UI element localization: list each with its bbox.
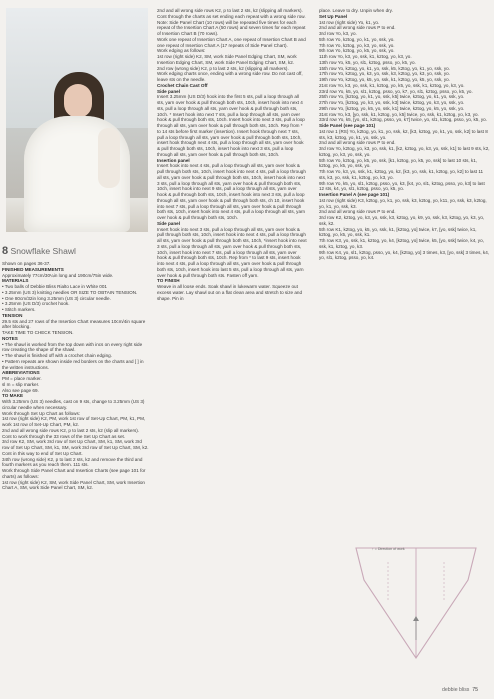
column-3 bbox=[319, 8, 490, 548]
paragraph: 23rd row Yo, k5, yo, sl1, k2tog, psso, yo, k7, yo, sl1, k2tog, psso, yo, k5, yo. bbox=[319, 88, 473, 94]
section-heading: Side panel bbox=[157, 88, 180, 94]
paragraph: 1st row (right side) K2, SM, work Side Panel Chart, SM, work Insertion Chart A, SM, work Side Panel Chart, SM, k2. bbox=[2, 479, 147, 491]
paragraph: Work one repeat of Insertion Chart A, one repeat of Insertion Chart B and one repeat of Insertion Chart A (17 repeats of Side Panel Chart). bbox=[157, 36, 308, 48]
paragraph: 2nd and all wrong side rows P to end. bbox=[319, 25, 396, 31]
paragraph: With 3.25mm (US 3) needles, cast on 9 sts, change to 3.25mm (US 3) circular needle when necessary. bbox=[2, 399, 146, 410]
paragraph: 25th row Yo, [k2tog, yo, k1, yo, ssk, k5] twice, k2tog, yo, k1, yo, ssk, yo. bbox=[319, 94, 465, 100]
paragraph: 3rd row K2, SM, work 3rd row of Set Up Chart, SM, k1, SM, work 3rd row of Set Up Chart, SM, k1, SM, work 3rd row of Set Up Chart, SM, k2. bbox=[2, 439, 149, 450]
paragraph: 5th row Yo, k2tog, yo, k1, yo, ssk, yo. bbox=[319, 36, 395, 42]
paragraph: 7th row Yo, k3, yo, ssk, k1, k2tog, yo, k2, [k3, yo, ssk, k1, k2tog, yo, k2] to last 11 sts, k3, yo, ssk, k1, k2tog, yo, k3, yo. bbox=[319, 169, 485, 180]
paragraph: Approximately 77cm/30¼in long and 190cm/75in wide. bbox=[2, 272, 114, 278]
section-heading: Set Up Panel bbox=[319, 13, 348, 19]
shawl-photo bbox=[6, 8, 148, 232]
paragraph: Shown on pages 36-37. bbox=[2, 261, 51, 266]
section-heading: ABBREVIATIONS bbox=[2, 370, 40, 376]
paragraph: 11th row Yo, k3, yo, ssk, k1, k2tog, yo, k3, yo. bbox=[319, 54, 412, 59]
paragraph: 7th row Yo, k2tog, yo, k3, yo, ssk, yo. bbox=[319, 42, 395, 48]
paragraph: 1st row (right side) K2, PM, work 1st row of Set-Up Chart, PM, k1, PM, work 1st row of Set-Up Chart, PM, k2. bbox=[2, 416, 147, 427]
paragraph: 13th row Yo, k5, yo, sl1, k2tog, psso, yo, k5, yo. bbox=[319, 59, 416, 65]
paragraph: 17th row Yo, k2tog, yo, k3, yo, ssk, k3, k2tog, yo, k3, yo, ssk, yo. bbox=[319, 71, 450, 77]
paragraph: Work through Side Panel Chart and Insertion Charts (see page 101 for charts) as follows: bbox=[2, 468, 147, 479]
paragraph: 9th row K4, yo, sl1, k2tog, psso, yo, k4, [k2tog, yo] 3 times, k3, [yo, ssk] 3 times, k4, yo, sl1, k2tog, psso, yo, k4. bbox=[319, 249, 491, 261]
paragraph: Note: Side Panel Chart (10 rows) will be repeated five times for each repeat of the Insertion Chart A (50 rows) and seven times for each repeat of Insertion Chart B (70 rows). bbox=[157, 19, 307, 36]
paragraph: Also see page 69. bbox=[2, 387, 39, 393]
paragraph: • 3.25mm (US 3) knitting needles OR SIZE TO OBTAIN TENSION. bbox=[2, 289, 138, 295]
paragraph: 9th row Yo, k5, yo, sl1, k2tog, psso, yo, k3, [k4, yo, sl1, k2tog, psso, yo, k3] to last 12 sts, k4, yo, sl1, k2tog, psso, yo, k5, yo. bbox=[319, 180, 486, 192]
paragraph: 5th row K1, k2tog, yo, k5, yo, ssk, k1, [k2tog, yo] twice, k7, [yo, ssk] twice, k1, k2tog, yo, k5, yo, ssk, k1. bbox=[319, 226, 478, 238]
paragraph: place. Leave to dry. Unpin when dry. bbox=[319, 8, 393, 13]
paragraph: Work edging as follows: bbox=[157, 48, 206, 54]
paragraph: 2nd and all wrong side rows K2, p to last 2 sts, k2 (slip all markers). bbox=[2, 427, 140, 433]
paragraph: Work edging charts once, ending with a wrong side row. Do not cast off, leave sts on the needle. bbox=[157, 71, 304, 82]
page-footer bbox=[442, 687, 478, 693]
paragraph: • Pattern repeats are shown inside red borders on the charts and [ ] in the written instructions. bbox=[2, 358, 145, 370]
section-heading: TO FINISH bbox=[157, 278, 180, 284]
section-heading: Insertion panel bbox=[157, 157, 190, 163]
paragraph: 9th row Yo, k2tog, yo, k5, yo, ssk, yo. bbox=[319, 48, 395, 54]
paragraph: PM = place marker. bbox=[2, 376, 42, 381]
paragraph: Cont in this way to end of Set Up Chart. bbox=[2, 450, 83, 456]
paragraph: 3rd row K2, k2tog, yo, k3, yo, ssk, k3, k2tog, yo, k9, yo, ssk, k3, k2tog, yo, k3, yo, ssk, k2. bbox=[319, 215, 486, 226]
page-number: 75 bbox=[472, 687, 479, 693]
paragraph: 1st row (right side) K2, SM, work Side Panel Edging Chart, SM, work Insertion Edging Chart, SM, work Side Panel Edging Chart, SM, k2. bbox=[157, 54, 298, 65]
paragraph: 34th row (wrong side) K2, p to last 2 sts, k2 and remove the third and fourth markers as you reach them. 111 sts. bbox=[2, 456, 144, 468]
paragraph: • The shawl is finished off with a crochet chain edging. bbox=[2, 353, 112, 358]
paragraph: • The shawl is worked from the top down with incs on every right side row creating the shape of the shawl. bbox=[2, 341, 144, 353]
paragraph: Insert hook into next 4 sts, pull a loop through all sts, yarn over hook & pull through both sts, 10ch, insert hook into next 4 sts, pull a loop through all sts, yarn over hook & pull through both sts, 10ch, insert hook into next 3 sts, pull a loop through all sts, yarn over hook & pull through both sts, 10ch, insert hook into next 9 sts, pull a loop through all sts, yarn over hook & pull through both sts, 10ch, insert hook into next 3 sts, pull a loop through all sts, yarn over hook & pull through both sts, ch 10, insert hook into next 7 sts, pull a loop through all sts, yarn over hook & pull through both sts, 10ch, insert hook into next 4 sts, pull a loop through all sts, yarn over hook & pull through both sts, 10ch. bbox=[157, 163, 308, 220]
paragraph: 1st row 1 (RS) Yo, k2tog, yo, k1, yo, ssk, k2, [k3, k2tog, yo, k1, yo, ssk, k2] to last 8 sts, k3, k2tog, yo, k1, yo, ssk, yo. bbox=[319, 128, 490, 140]
paragraph: 2nd row (wrong side) K2, p to last 2 sts, k2 (slipping all markers). bbox=[157, 65, 289, 71]
paragraph: Weave in all loose ends. Soak shawl in lukewarm water. Squeeze out excess water. Lay shawl out on a flat clean area and stretch to size and shape. Pin in bbox=[157, 284, 304, 301]
section-heading: NOTES bbox=[2, 335, 18, 341]
paragraph: • Stitch markers. bbox=[2, 307, 36, 312]
section-heading: Side panel bbox=[157, 220, 180, 226]
paragraph: TAKE TIME TO CHECK TENSION. bbox=[2, 330, 74, 335]
paragraph: 19th row Yo, k2tog, yo, k5, yo, ssk, k1, k2tog, yo, k5, yo, ssk, yo. bbox=[319, 77, 450, 82]
paragraph: 3rd row Yo, k2tog, yo, k3, yo, ssk, k1, [k2, k2tog, yo, k3, yo, ssk, k1] to last 9 sts, k2, k2tog, yo, k3, yo, ssk, yo. bbox=[319, 146, 491, 157]
paragraph: sl m = slip marker. bbox=[2, 381, 40, 387]
paragraph: 15th row Yo, k2tog, yo, k1, yo, ssk, k5, k2tog, yo, k1, yo, ssk, yo. bbox=[319, 65, 450, 71]
photo-model-arm bbox=[98, 128, 120, 188]
paragraph: • 3.25mm (US D/3) crochet hook. bbox=[2, 301, 70, 307]
paragraph: Insert hook into next 3 sts, pull a loop through all sts, yarn over hook & pull through both sts, 10ch, insert hook into next 4 sts, pull a loop through all sts, yarn over hook & pull through both sts, 10ch, *insert hook into next 3 sts, pull a loop through all sts, yarn over hook & pull through both sts, 10ch, insert hook into next 7 sts, pull a loop through all sts, yarn over hook & pull through both sts, 10ch. Rep from * to last 9 sts, insert hook into next 4 sts, pull a loop through all sts, yarn over hook & pull through both sts, 10ch, insert hook into last 5 sts, pull a loop through all sts, yarn over hook & pull through both sts. Fasten off yarn. bbox=[157, 226, 308, 278]
photo-model-face bbox=[64, 84, 92, 118]
pattern-number: 8 bbox=[2, 245, 9, 257]
section-heading: FINISHED MEASUREMENTS bbox=[2, 266, 64, 272]
footer-brand: debbie bliss bbox=[442, 687, 470, 693]
column-2 bbox=[157, 8, 307, 688]
section-heading: TENSION bbox=[2, 312, 23, 318]
paragraph: • One 80cm/32in long 3.25mm (US 3) circular needle. bbox=[2, 295, 111, 301]
section-heading: MATERIALS bbox=[2, 278, 29, 284]
paragraph: 3rd row Yo, k3, yo. bbox=[319, 31, 357, 36]
section-heading: Insertion Panel A (see page 101) bbox=[319, 192, 390, 197]
paragraph: 21st row Yo, k3, yo, ssk, k1, k2tog, yo, k5, yo, ssk, k1, k2tog, yo, k3, yo. bbox=[319, 82, 465, 88]
section-heading: Side Panel (see page 101) bbox=[319, 123, 376, 128]
paragraph: Cont to work through the 33 rows of the Set Up Chart as set. bbox=[2, 433, 126, 439]
paragraph: • Two balls of Debbie Bliss Rialto Lace in White 001 bbox=[2, 284, 107, 289]
paragraph: 2nd and all wrong side rows P to end. bbox=[319, 140, 396, 146]
shawl-shape-diagram bbox=[352, 540, 480, 670]
paragraph: Insert 3.25mm (US D/3) hook into the first 5 sts, pull a loop through all sts, yarn over hook & pull through both sts, 10ch, insert hook into next 4 sts, pull a loop through all sts, yarn over hook & pull through both sts, 10ch. * Insert hook into next 7 sts, pull a loop through all sts, yarn over hook & pull through both sts, 10ch. Insert hook into next 3 sts, pull a loop through all sts, yarn over hook & pull through both sts, 10ch. Rep from * to 14 sts before first marker (insertion). Insert hook through next 7 sts, pull a loop through all sts, yarn over hook & pull through both sts, 10ch, insert hook through next 4 sts, pull a loop through all sts, yarn over hook & pull through both sts, 10ch, insert hook into next 3 sts, pull a loop through all sts, yarn over hook & pull through both sts, 10ch. bbox=[157, 94, 307, 157]
pattern-name: Snowflake Shawl bbox=[10, 246, 76, 256]
paragraph: 2nd and all wrong side rows P to end. bbox=[319, 209, 396, 215]
paragraph: 27th row Yo, [k2tog, yo, k3, yo, ssk, k3] twice, k2tog, yo, k3, yo, ssk, yo. bbox=[319, 100, 465, 105]
paragraph: Work through Set Up Chart as follows: bbox=[2, 410, 81, 416]
paragraph: 29.5 sts and 27 rows of the Insertion Chart measures 10cm/4in square after blocking. bbox=[2, 318, 147, 330]
paragraph: 2nd and all wrong side rows K2, p to last 2 sts, k2 (slipping all markers). bbox=[157, 8, 303, 13]
paragraph: 33rd row Yo, k5, [yo, sl1, k2tog, psso, yo, k7] twice, yo, sl1, k2tog, psso, yo, k5, yo. bbox=[319, 117, 488, 123]
direction-arrowhead bbox=[413, 616, 419, 621]
paragraph: 5th row Yo, k2tog, yo, k5, yo, ssk, [k1, k2tog, yo, k5, yo, ssk] to last 10 sts, k1, k2tog, yo, k5, yo, ssk, yo. bbox=[319, 157, 479, 169]
paragraph: 1st row (right side) K3, k2tog, yo, k1, yo, ssk, k3, k2tog, yo, k11, yo, ssk, k3, k2tog, yo, k1, yo, ssk, k3. bbox=[319, 197, 488, 209]
paragraph: 1st row (right side) Yo, k1, yo. bbox=[319, 19, 380, 25]
diagram-label: ↑ = Direction of work bbox=[372, 547, 405, 551]
section-heading: Crochet Chain Cast Off bbox=[157, 82, 208, 88]
pattern-title bbox=[2, 246, 150, 257]
column-1 bbox=[2, 243, 150, 683]
paragraph: 7th row K3, yo, ssk, k1, k2tog, yo, k4, [k2tog, yo] twice, k5, [yo, ssk] twice, k4, yo, ssk, k1, k2tog, yo, k3. bbox=[319, 238, 486, 249]
paragraph: Cont through the charts as set ending each repeat with a wrong side row. bbox=[157, 13, 306, 19]
paragraph: 29th row Yo, [k2tog, yo, k5, yo, ssk, k1] twice, k2tog, yo, k5, yo, ssk, yo. bbox=[319, 105, 465, 111]
section-heading: TO MAKE bbox=[2, 393, 24, 399]
paragraph: 31st row Yo, k3, [yo, ssk, k1, k2tog, yo, k5] twice, yo, ssk, k1, k2tog, yo, k3, yo. bbox=[319, 111, 479, 117]
